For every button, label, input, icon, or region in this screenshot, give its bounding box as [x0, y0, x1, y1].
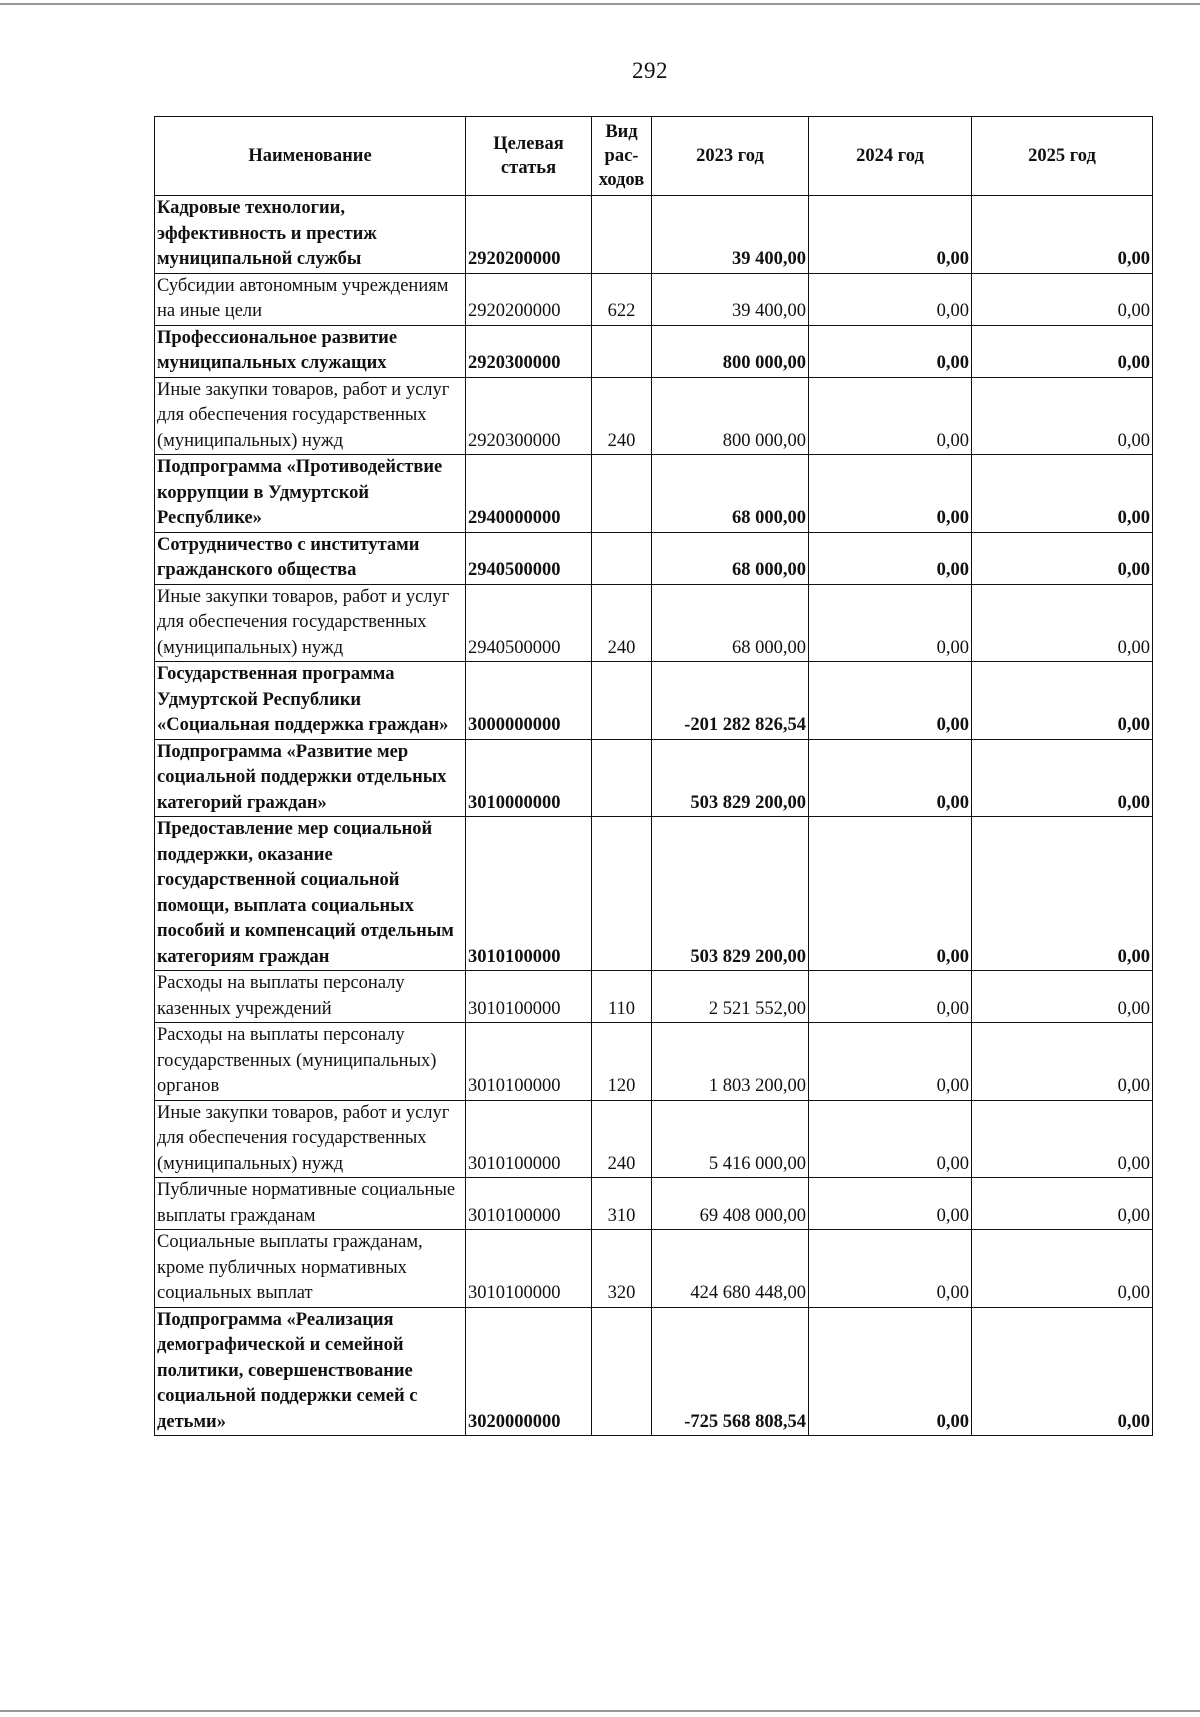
row-expense-kind: 240	[592, 1100, 652, 1178]
row-amount-2025: 0,00	[972, 1100, 1153, 1178]
header-target-article: Целевая статья	[466, 117, 592, 196]
row-amount-2024: 0,00	[809, 1230, 972, 1308]
row-expense-kind: 240	[592, 377, 652, 455]
table-row	[155, 325, 1153, 377]
scan-edge-bottom	[0, 1710, 1200, 1712]
row-amount-2025: 0,00	[972, 325, 1153, 377]
row-amount-2025: 0,00	[972, 584, 1153, 662]
row-name: Публичные нормативные социальные выплаты гражданам	[155, 1178, 466, 1230]
row-amount-2024: 0,00	[809, 532, 972, 584]
row-amount-2023: 424 680 448,00	[652, 1230, 809, 1308]
row-amount-2024: 0,00	[809, 1023, 972, 1101]
row-name: Расходы на выплаты персоналу государственных (муниципальных) органов	[155, 1023, 466, 1101]
table-row	[155, 817, 1153, 971]
row-expense-kind	[592, 532, 652, 584]
row-name: Подпрограмма «Противодействие коррупции в Удмуртской Республике»	[155, 455, 466, 533]
table-row	[155, 273, 1153, 325]
row-expense-kind: 120	[592, 1023, 652, 1101]
table-row	[155, 532, 1153, 584]
row-amount-2024: 0,00	[809, 1307, 972, 1436]
row-name: Иные закупки товаров, работ и услуг для обеспечения государственных (муниципальных) нужд	[155, 1100, 466, 1178]
row-amount-2023: 800 000,00	[652, 325, 809, 377]
budget-table	[154, 116, 1153, 1436]
row-expense-kind	[592, 817, 652, 971]
header-name: Наименование	[155, 117, 466, 196]
row-name: Подпрограмма «Развитие мер социальной поддержки отдельных категорий граждан»	[155, 739, 466, 817]
row-name: Сотрудничество с институтами гражданского общества	[155, 532, 466, 584]
table-row	[155, 377, 1153, 455]
row-amount-2023: -201 282 826,54	[652, 662, 809, 740]
row-amount-2023: 2 521 552,00	[652, 971, 809, 1023]
row-name: Расходы на выплаты персоналу казенных учреждений	[155, 971, 466, 1023]
row-target-article: 2920200000	[466, 273, 592, 325]
row-amount-2024: 0,00	[809, 584, 972, 662]
row-amount-2024: 0,00	[809, 273, 972, 325]
row-amount-2025: 0,00	[972, 662, 1153, 740]
header-2024: 2024 год	[809, 117, 972, 196]
row-name: Кадровые технологии, эффективность и престиж муниципальной службы	[155, 196, 466, 274]
header-2025: 2025 год	[972, 117, 1153, 196]
row-amount-2024: 0,00	[809, 455, 972, 533]
row-name: Иные закупки товаров, работ и услуг для обеспечения государственных (муниципальных) нужд	[155, 377, 466, 455]
row-amount-2025: 0,00	[972, 196, 1153, 274]
row-target-article: 3010100000	[466, 1100, 592, 1178]
row-amount-2025: 0,00	[972, 455, 1153, 533]
row-expense-kind	[592, 739, 652, 817]
row-amount-2025: 0,00	[972, 273, 1153, 325]
row-expense-kind	[592, 196, 652, 274]
row-amount-2024: 0,00	[809, 377, 972, 455]
row-amount-2025: 0,00	[972, 817, 1153, 971]
row-amount-2023: 68 000,00	[652, 584, 809, 662]
table-row	[155, 455, 1153, 533]
scan-edge-top	[0, 3, 1200, 5]
row-amount-2024: 0,00	[809, 817, 972, 971]
row-amount-2025: 0,00	[972, 1023, 1153, 1101]
row-amount-2024: 0,00	[809, 1100, 972, 1178]
row-target-article: 3010100000	[466, 1178, 592, 1230]
table-body	[155, 196, 1153, 1436]
row-amount-2023: 5 416 000,00	[652, 1100, 809, 1178]
row-amount-2023: 68 000,00	[652, 532, 809, 584]
row-expense-kind: 240	[592, 584, 652, 662]
row-name: Подпрограмма «Реализация демографической и семейной политики, совершенствование социальной поддержки семей с детьми»	[155, 1307, 466, 1436]
row-target-article: 3010100000	[466, 1230, 592, 1308]
header-expense-kind: Вид рас-ходов	[592, 117, 652, 196]
row-amount-2023: -725 568 808,54	[652, 1307, 809, 1436]
row-target-article: 2940000000	[466, 455, 592, 533]
row-amount-2023: 1 803 200,00	[652, 1023, 809, 1101]
row-expense-kind: 622	[592, 273, 652, 325]
row-name: Государственная программа Удмуртской Республики «Социальная поддержка граждан»	[155, 662, 466, 740]
row-name: Профессиональное развитие муниципальных служащих	[155, 325, 466, 377]
row-amount-2023: 69 408 000,00	[652, 1178, 809, 1230]
row-target-article: 3000000000	[466, 662, 592, 740]
row-expense-kind: 110	[592, 971, 652, 1023]
row-target-article: 2940500000	[466, 532, 592, 584]
row-target-article: 2920200000	[466, 196, 592, 274]
row-target-article: 3010000000	[466, 739, 592, 817]
table-row	[155, 662, 1153, 740]
row-amount-2025: 0,00	[972, 1178, 1153, 1230]
row-target-article: 2940500000	[466, 584, 592, 662]
row-expense-kind: 320	[592, 1230, 652, 1308]
row-amount-2025: 0,00	[972, 1307, 1153, 1436]
row-amount-2023: 39 400,00	[652, 196, 809, 274]
row-target-article: 3010100000	[466, 1023, 592, 1101]
row-amount-2024: 0,00	[809, 971, 972, 1023]
table-row	[155, 1023, 1153, 1101]
row-amount-2023: 503 829 200,00	[652, 817, 809, 971]
row-amount-2025: 0,00	[972, 739, 1153, 817]
row-target-article: 3010100000	[466, 971, 592, 1023]
row-amount-2025: 0,00	[972, 377, 1153, 455]
row-amount-2024: 0,00	[809, 325, 972, 377]
row-expense-kind: 310	[592, 1178, 652, 1230]
row-amount-2023: 503 829 200,00	[652, 739, 809, 817]
row-amount-2024: 0,00	[809, 739, 972, 817]
row-amount-2023: 39 400,00	[652, 273, 809, 325]
table-row	[155, 1230, 1153, 1308]
table-row	[155, 196, 1153, 274]
row-target-article: 2920300000	[466, 325, 592, 377]
table-header-row	[155, 117, 1153, 196]
row-name: Субсидии автономным учреждениям на иные цели	[155, 273, 466, 325]
row-target-article: 3010100000	[466, 817, 592, 971]
row-target-article: 2920300000	[466, 377, 592, 455]
row-amount-2025: 0,00	[972, 971, 1153, 1023]
row-expense-kind	[592, 455, 652, 533]
row-expense-kind	[592, 1307, 652, 1436]
table-row	[155, 1100, 1153, 1178]
table-row	[155, 584, 1153, 662]
row-expense-kind	[592, 325, 652, 377]
row-expense-kind	[592, 662, 652, 740]
row-amount-2025: 0,00	[972, 1230, 1153, 1308]
table-row	[155, 739, 1153, 817]
row-amount-2023: 68 000,00	[652, 455, 809, 533]
row-amount-2025: 0,00	[972, 532, 1153, 584]
row-target-article: 3020000000	[466, 1307, 592, 1436]
table-row	[155, 971, 1153, 1023]
row-name: Социальные выплаты гражданам, кроме публичных нормативных социальных выплат	[155, 1230, 466, 1308]
row-name: Предоставление мер социальной поддержки, оказание государственной социальной помощи, выплата социальных пособий и компенсаций отдельным категориям граждан	[155, 817, 466, 971]
row-amount-2024: 0,00	[809, 1178, 972, 1230]
table-row	[155, 1307, 1153, 1436]
table-row	[155, 1178, 1153, 1230]
page-number: 292	[632, 58, 668, 83]
row-amount-2024: 0,00	[809, 196, 972, 274]
row-name: Иные закупки товаров, работ и услуг для обеспечения государственных (муниципальных) нужд	[155, 584, 466, 662]
header-2023: 2023 год	[652, 117, 809, 196]
row-amount-2023: 800 000,00	[652, 377, 809, 455]
row-amount-2024: 0,00	[809, 662, 972, 740]
